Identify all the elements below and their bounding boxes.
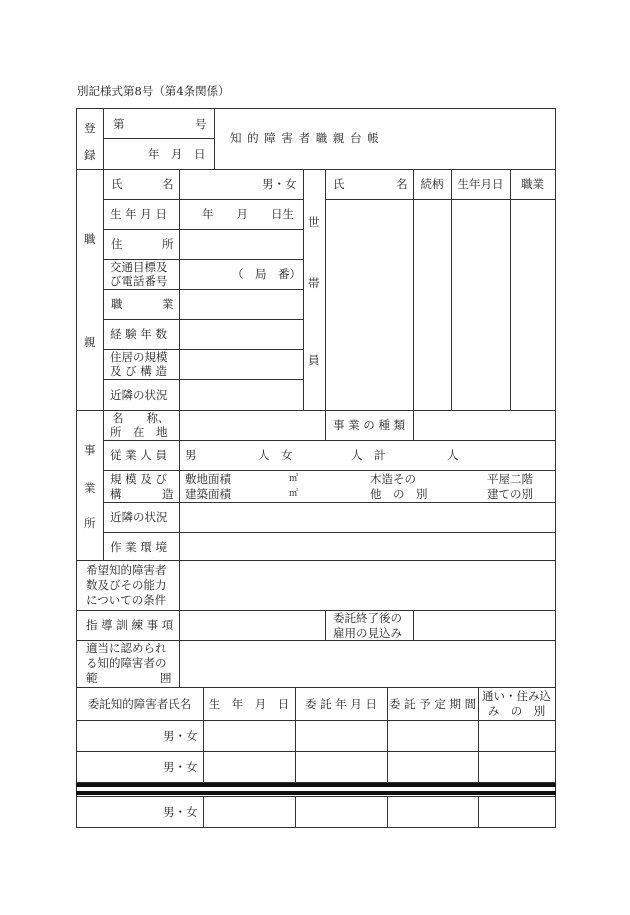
range-label: る知的障害者の xyxy=(86,656,167,670)
employees-label: 従 業 人 員 xyxy=(110,448,167,462)
name-label: 氏 xyxy=(111,177,123,191)
guidance-label: 指 導 訓 練 事 項 xyxy=(86,618,174,632)
registration-number-suffix: 号 xyxy=(195,117,207,131)
consigned-birth-header: 生 年 月 日 xyxy=(208,697,290,711)
consignment-date-header: 委 託 年 月 日 xyxy=(304,697,378,711)
household-side-label: 世 xyxy=(308,215,320,229)
neighbor-label: 近隣の状況 xyxy=(110,388,168,402)
employees-unit: 人 xyxy=(447,448,459,462)
employees-unit: 人 xyxy=(351,448,363,462)
range-label: 囲 xyxy=(160,671,172,685)
traffic-label: 交通目標及 xyxy=(110,260,168,274)
row-sex: 男・女 xyxy=(163,729,198,743)
house-label: 及 び 構 造 xyxy=(110,364,167,378)
floor-label: 平屋二階 xyxy=(487,472,533,486)
consignment-period-header: 委 託 予 定 期 間 xyxy=(388,697,477,711)
household-relation-header: 続柄 xyxy=(420,177,444,191)
household-side-label: 帯 xyxy=(308,276,320,290)
separator-line xyxy=(76,783,556,787)
registration-date: 年 月 日 xyxy=(148,147,206,161)
registration-label: 録 xyxy=(84,148,96,162)
household-name-header: 氏 xyxy=(333,177,345,191)
business-name-label: 所 在 地 xyxy=(110,425,168,439)
phone-value: （ 局 番） xyxy=(232,267,301,281)
scale-label: 造 xyxy=(162,487,174,501)
commute-header: 通い・住み込 xyxy=(482,689,551,703)
name-label: 名 xyxy=(162,177,174,191)
sex-value: 男・女 xyxy=(262,177,297,191)
house-label: 住居の規模 xyxy=(110,350,168,364)
household-birth-header: 生年月日 xyxy=(457,177,504,191)
experience-label: 経 験 年 数 xyxy=(110,327,167,341)
commute-header: み の 別 xyxy=(487,704,546,718)
business-neighbor-label: 近隣の状況 xyxy=(110,510,168,524)
business-type-label: 事 業 の 種 類 xyxy=(333,418,406,432)
range-label: 適当に認められ xyxy=(86,641,167,655)
traffic-label: び電話番号 xyxy=(110,274,168,288)
range-label: 範 xyxy=(86,671,98,685)
household-name-header: 名 xyxy=(396,177,408,191)
shokuoya-side-label: 職 xyxy=(84,232,96,246)
form-number: 別記様式第8号（第4条関係） xyxy=(77,84,230,98)
wish-conditions-label: 数及びその能力 xyxy=(86,578,167,592)
household-side-label: 員 xyxy=(308,353,320,367)
household-job-header: 職業 xyxy=(521,177,544,191)
birth-label: 生 年 月 日 xyxy=(110,207,167,221)
row-sex: 男・女 xyxy=(163,805,198,819)
floor-label: 建ての別 xyxy=(487,487,533,501)
wish-conditions-label: 希望知的障害者 xyxy=(86,563,167,577)
wish-conditions-label: についての条件 xyxy=(86,593,167,607)
employment-outlook-label: 雇用の見込み xyxy=(333,626,402,640)
business-side-label: 所 xyxy=(84,516,96,530)
employees-unit: 人 xyxy=(258,448,270,462)
site-area-label: 敷地面積 xyxy=(185,472,231,486)
birth-value: 年 月 日生 xyxy=(202,207,294,221)
form-title: 知 的 障 害 者 職 親 台 帳 xyxy=(230,131,380,145)
business-name-label: 名 称、 xyxy=(112,411,170,425)
registration-number-prefix: 第 xyxy=(113,117,125,131)
address-label: 所 xyxy=(162,237,174,251)
building-area-label: 建築面積 xyxy=(185,487,231,501)
area-unit: ㎡ xyxy=(289,489,299,499)
employees-male: 男 xyxy=(185,448,197,462)
job-label: 業 xyxy=(162,297,174,311)
business-side-label: 業 xyxy=(84,481,96,495)
employees-total: 計 xyxy=(374,448,386,462)
wood-structure-label: 他 の 別 xyxy=(370,487,428,501)
registration-label: 登 xyxy=(84,121,96,135)
employment-outlook-label: 委託終了後の xyxy=(333,611,402,625)
business-side-label: 事 xyxy=(84,443,96,457)
scale-label: 構 xyxy=(110,487,122,501)
area-unit: ㎡ xyxy=(289,474,299,484)
wood-structure-label: 木造その xyxy=(370,472,416,486)
work-environment-label: 作 業 環 境 xyxy=(110,540,167,554)
shokuoya-side-label: 親 xyxy=(84,335,96,349)
separator-line xyxy=(76,791,556,795)
scale-label: 規 模 及 び xyxy=(110,472,167,486)
row-sex: 男・女 xyxy=(163,760,198,774)
consigned-name-header: 委託知的障害者氏名 xyxy=(87,697,192,711)
job-label: 職 xyxy=(111,297,123,311)
employees-female: 女 xyxy=(281,448,293,462)
address-label: 住 xyxy=(111,237,123,251)
